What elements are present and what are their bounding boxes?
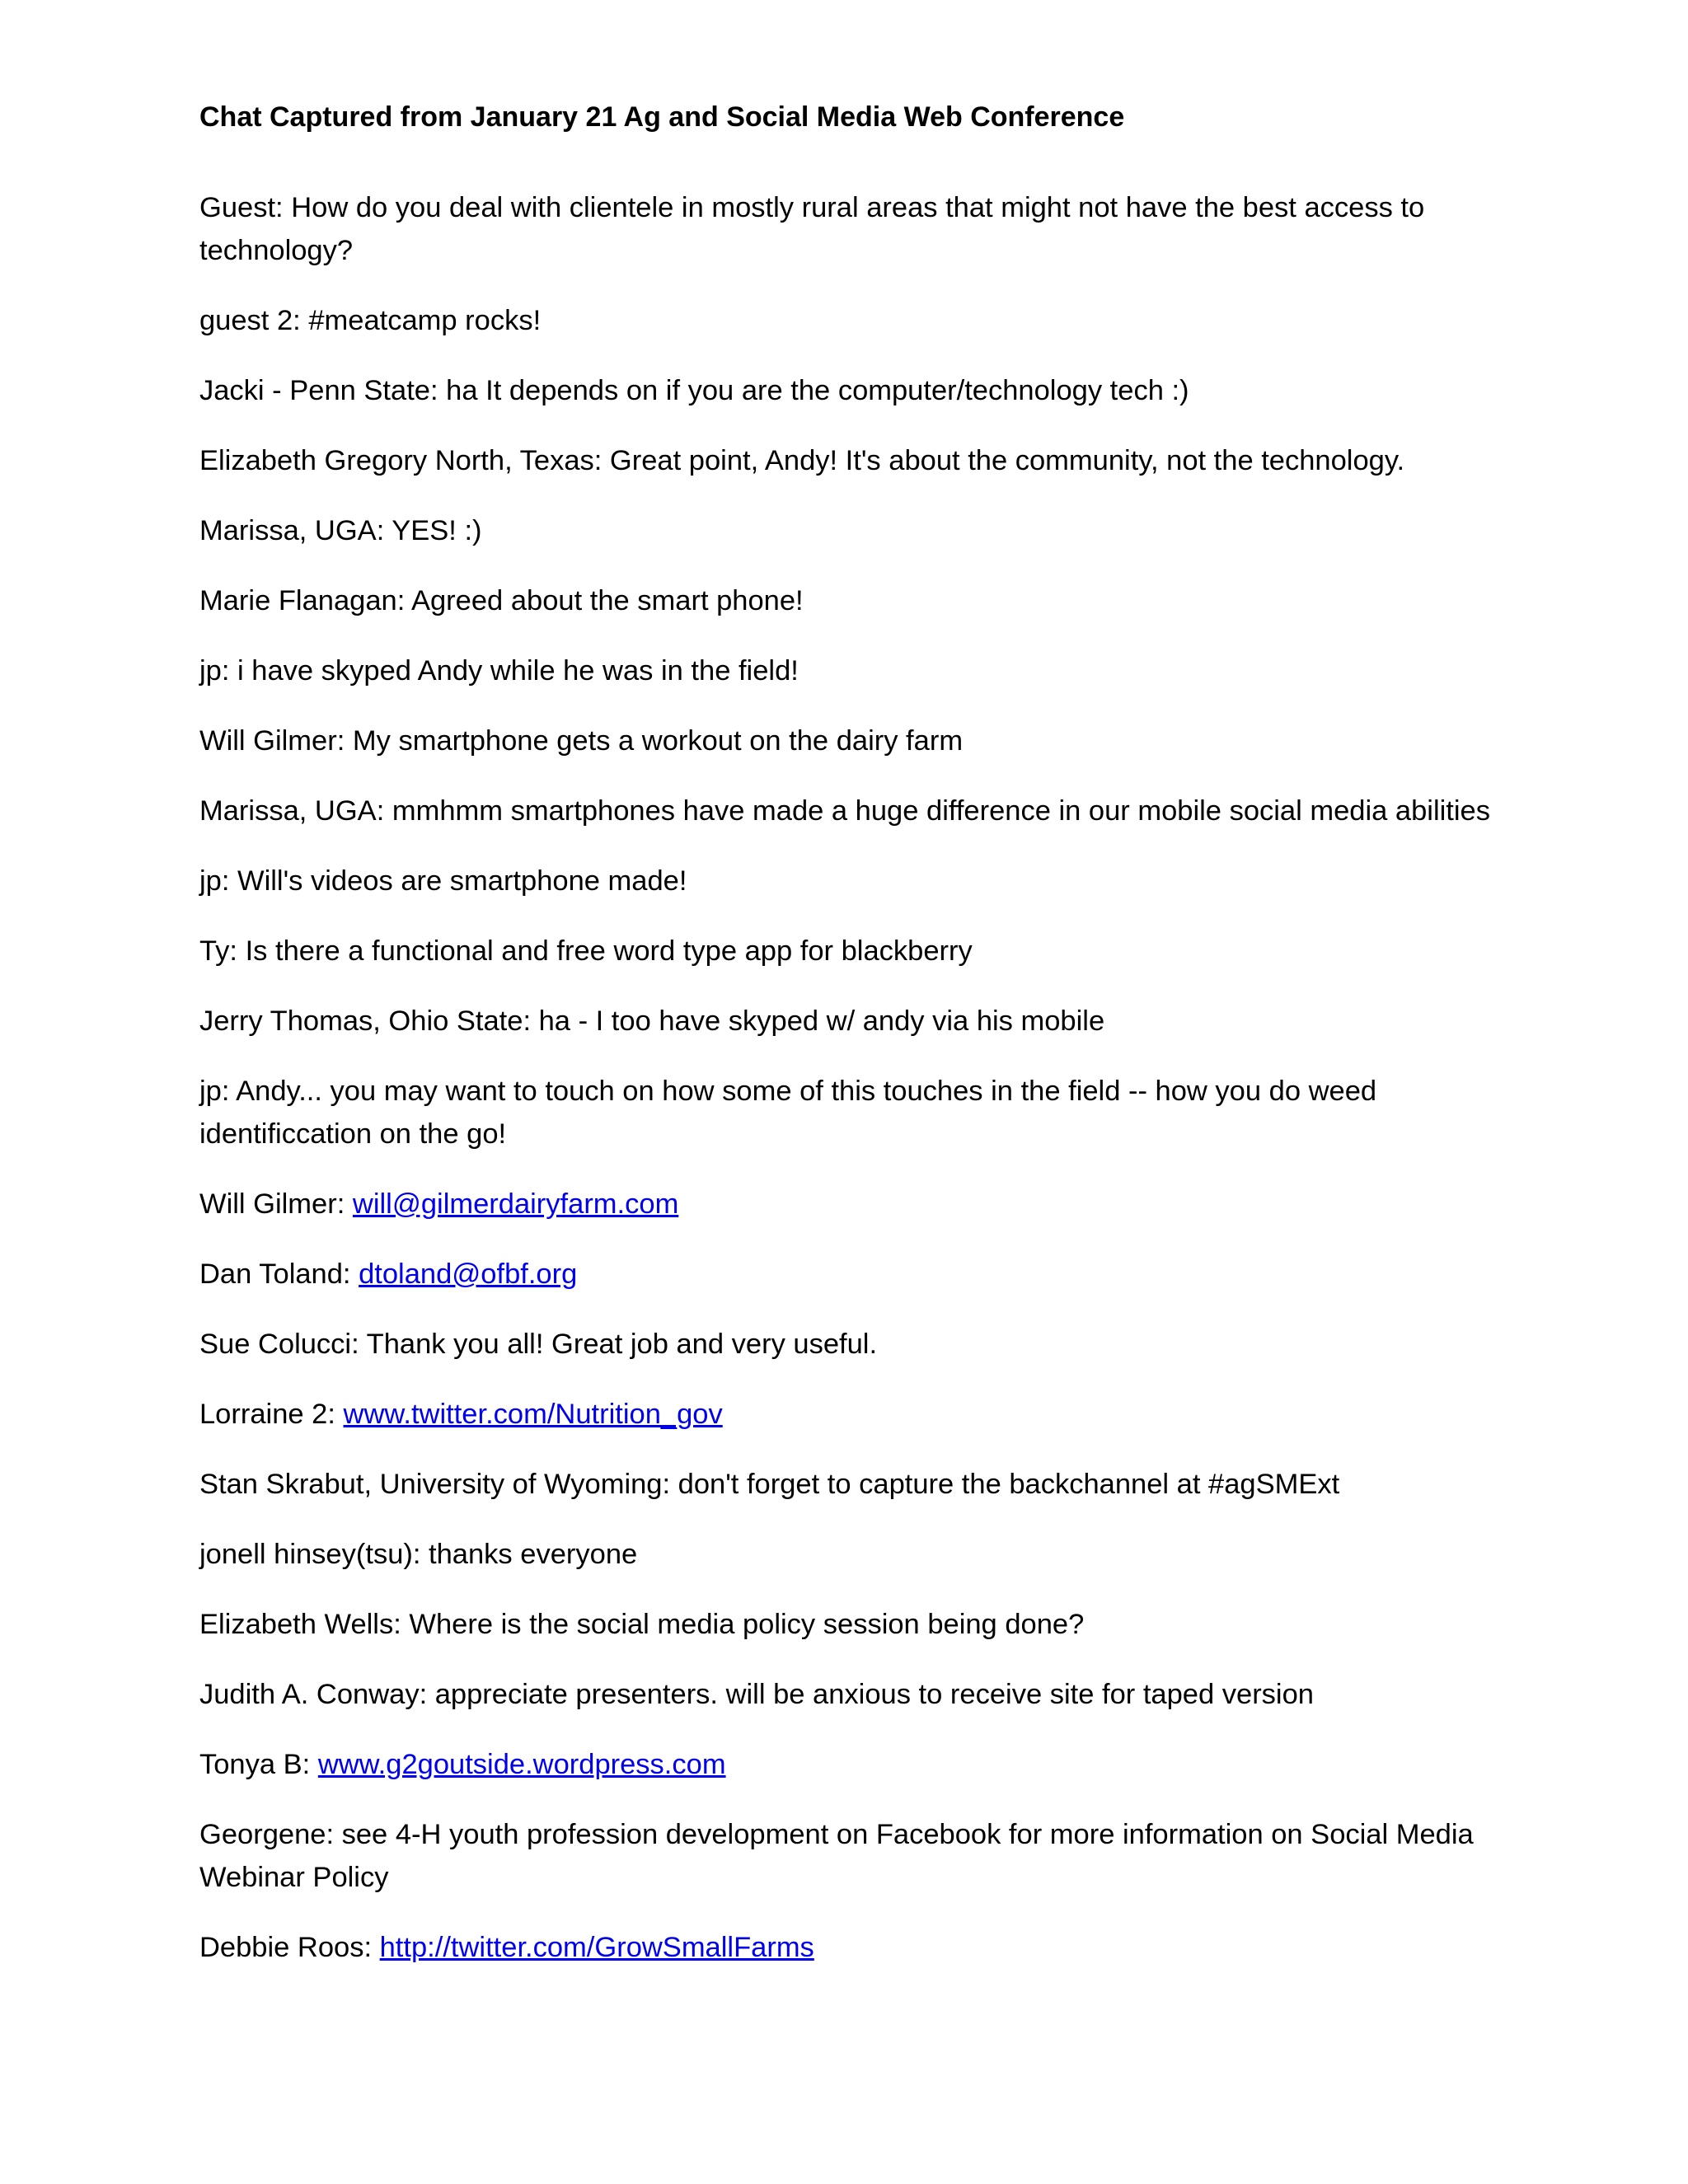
chat-message-link[interactable]: will@gilmerdairyfarm.com: [352, 1188, 679, 1220]
chat-message-text: Jerry Thomas, Ohio State: ha - I too have skyped w/ andy via his mobile: [199, 1005, 1105, 1037]
chat-message-text: Lorraine 2:: [199, 1399, 344, 1430]
chat-message-text: Marissa, UGA: mmhmm smartphones have made a huge difference in our mobile social media abilities: [199, 795, 1490, 827]
chat-message: [199, 509, 1502, 552]
chat-message-link[interactable]: www.g2goutside.wordpress.com: [317, 1749, 726, 1780]
document-body: [199, 99, 1502, 1996]
chat-message-text: Sue Colucci: Thank you all! Great job and very useful.: [199, 1329, 878, 1360]
chat-message-text: Marie Flanagan: Agreed about the smart phone!: [199, 585, 804, 616]
chat-message-text: jp: Will's videos are smartphone made!: [199, 865, 687, 897]
chat-message-text: Jacki - Penn State: ha It depends on if you are the computer/technology tech :): [199, 375, 1189, 406]
chat-message: [199, 1926, 1502, 1969]
chat-message: [199, 579, 1502, 622]
chat-message-text: jonell hinsey(tsu): thanks everyone: [199, 1539, 638, 1570]
chat-message-text: jp: Andy... you may want to touch on how some of this touches in the field -- how you do weed identificcation on the go!: [199, 1076, 1377, 1150]
chat-log: [199, 186, 1502, 1969]
chat-message: [199, 1603, 1502, 1646]
chat-message: [199, 299, 1502, 342]
chat-message: [199, 1463, 1502, 1506]
chat-message: [199, 1743, 1502, 1786]
chat-message: [199, 1000, 1502, 1043]
chat-message: [199, 1323, 1502, 1366]
chat-message-text: Georgene: see 4-H youth profession development on Facebook for more information on Social Media Webinar Policy: [199, 1819, 1474, 1893]
chat-message: [199, 439, 1502, 482]
chat-message: [199, 649, 1502, 692]
chat-message-text: Stan Skrabut, University of Wyoming: don't forget to capture the backchannel at #agSMExt: [199, 1469, 1340, 1500]
chat-message-text: Ty: Is there a functional and free word type app for blackberry: [199, 935, 973, 967]
chat-message-text: jp: i have skyped Andy while he was in the field!: [199, 655, 799, 687]
chat-message-text: Elizabeth Gregory North, Texas: Great point, Andy! It's about the community, not the technology.: [199, 445, 1405, 476]
chat-message: [199, 719, 1502, 762]
chat-message: [199, 1393, 1502, 1436]
chat-message: [199, 790, 1502, 832]
chat-message-link[interactable]: dtoland@ofbf.org: [359, 1258, 578, 1290]
chat-message: [199, 1253, 1502, 1296]
chat-message-text: Tonya B:: [199, 1749, 318, 1780]
chat-message: [199, 186, 1502, 272]
chat-message-link[interactable]: www.twitter.com/Nutrition_gov: [343, 1399, 723, 1430]
chat-message-text: guest 2: #meatcamp rocks!: [199, 305, 542, 336]
document-title: Chat Captured from January 21 Ag and Social Media Web Conference: [199, 101, 1125, 133]
chat-message-text: Guest: How do you deal with clientele in mostly rural areas that might not have the best access to technology?: [199, 192, 1425, 266]
chat-message: [199, 930, 1502, 972]
chat-message: [199, 1533, 1502, 1576]
chat-message-text: Judith A. Conway: appreciate presenters. will be anxious to receive site for taped version: [199, 1679, 1314, 1710]
chat-message: [199, 1070, 1502, 1155]
chat-message-link[interactable]: http://twitter.com/GrowSmallFarms: [379, 1932, 814, 1963]
chat-message: [199, 1183, 1502, 1226]
chat-message-text: Will Gilmer: My smartphone gets a workout on the dairy farm: [199, 725, 964, 757]
chat-message: [199, 1673, 1502, 1716]
chat-message-text: Elizabeth Wells: Where is the social media policy session being done?: [199, 1609, 1085, 1640]
chat-message-text: Dan Toland:: [199, 1258, 359, 1290]
chat-message: [199, 1813, 1502, 1899]
chat-message-text: Will Gilmer:: [199, 1188, 353, 1220]
chat-message-text: Debbie Roos:: [199, 1932, 380, 1963]
chat-message-text: Marissa, UGA: YES! :): [199, 515, 482, 546]
chat-message: [199, 860, 1502, 902]
chat-message: [199, 369, 1502, 412]
